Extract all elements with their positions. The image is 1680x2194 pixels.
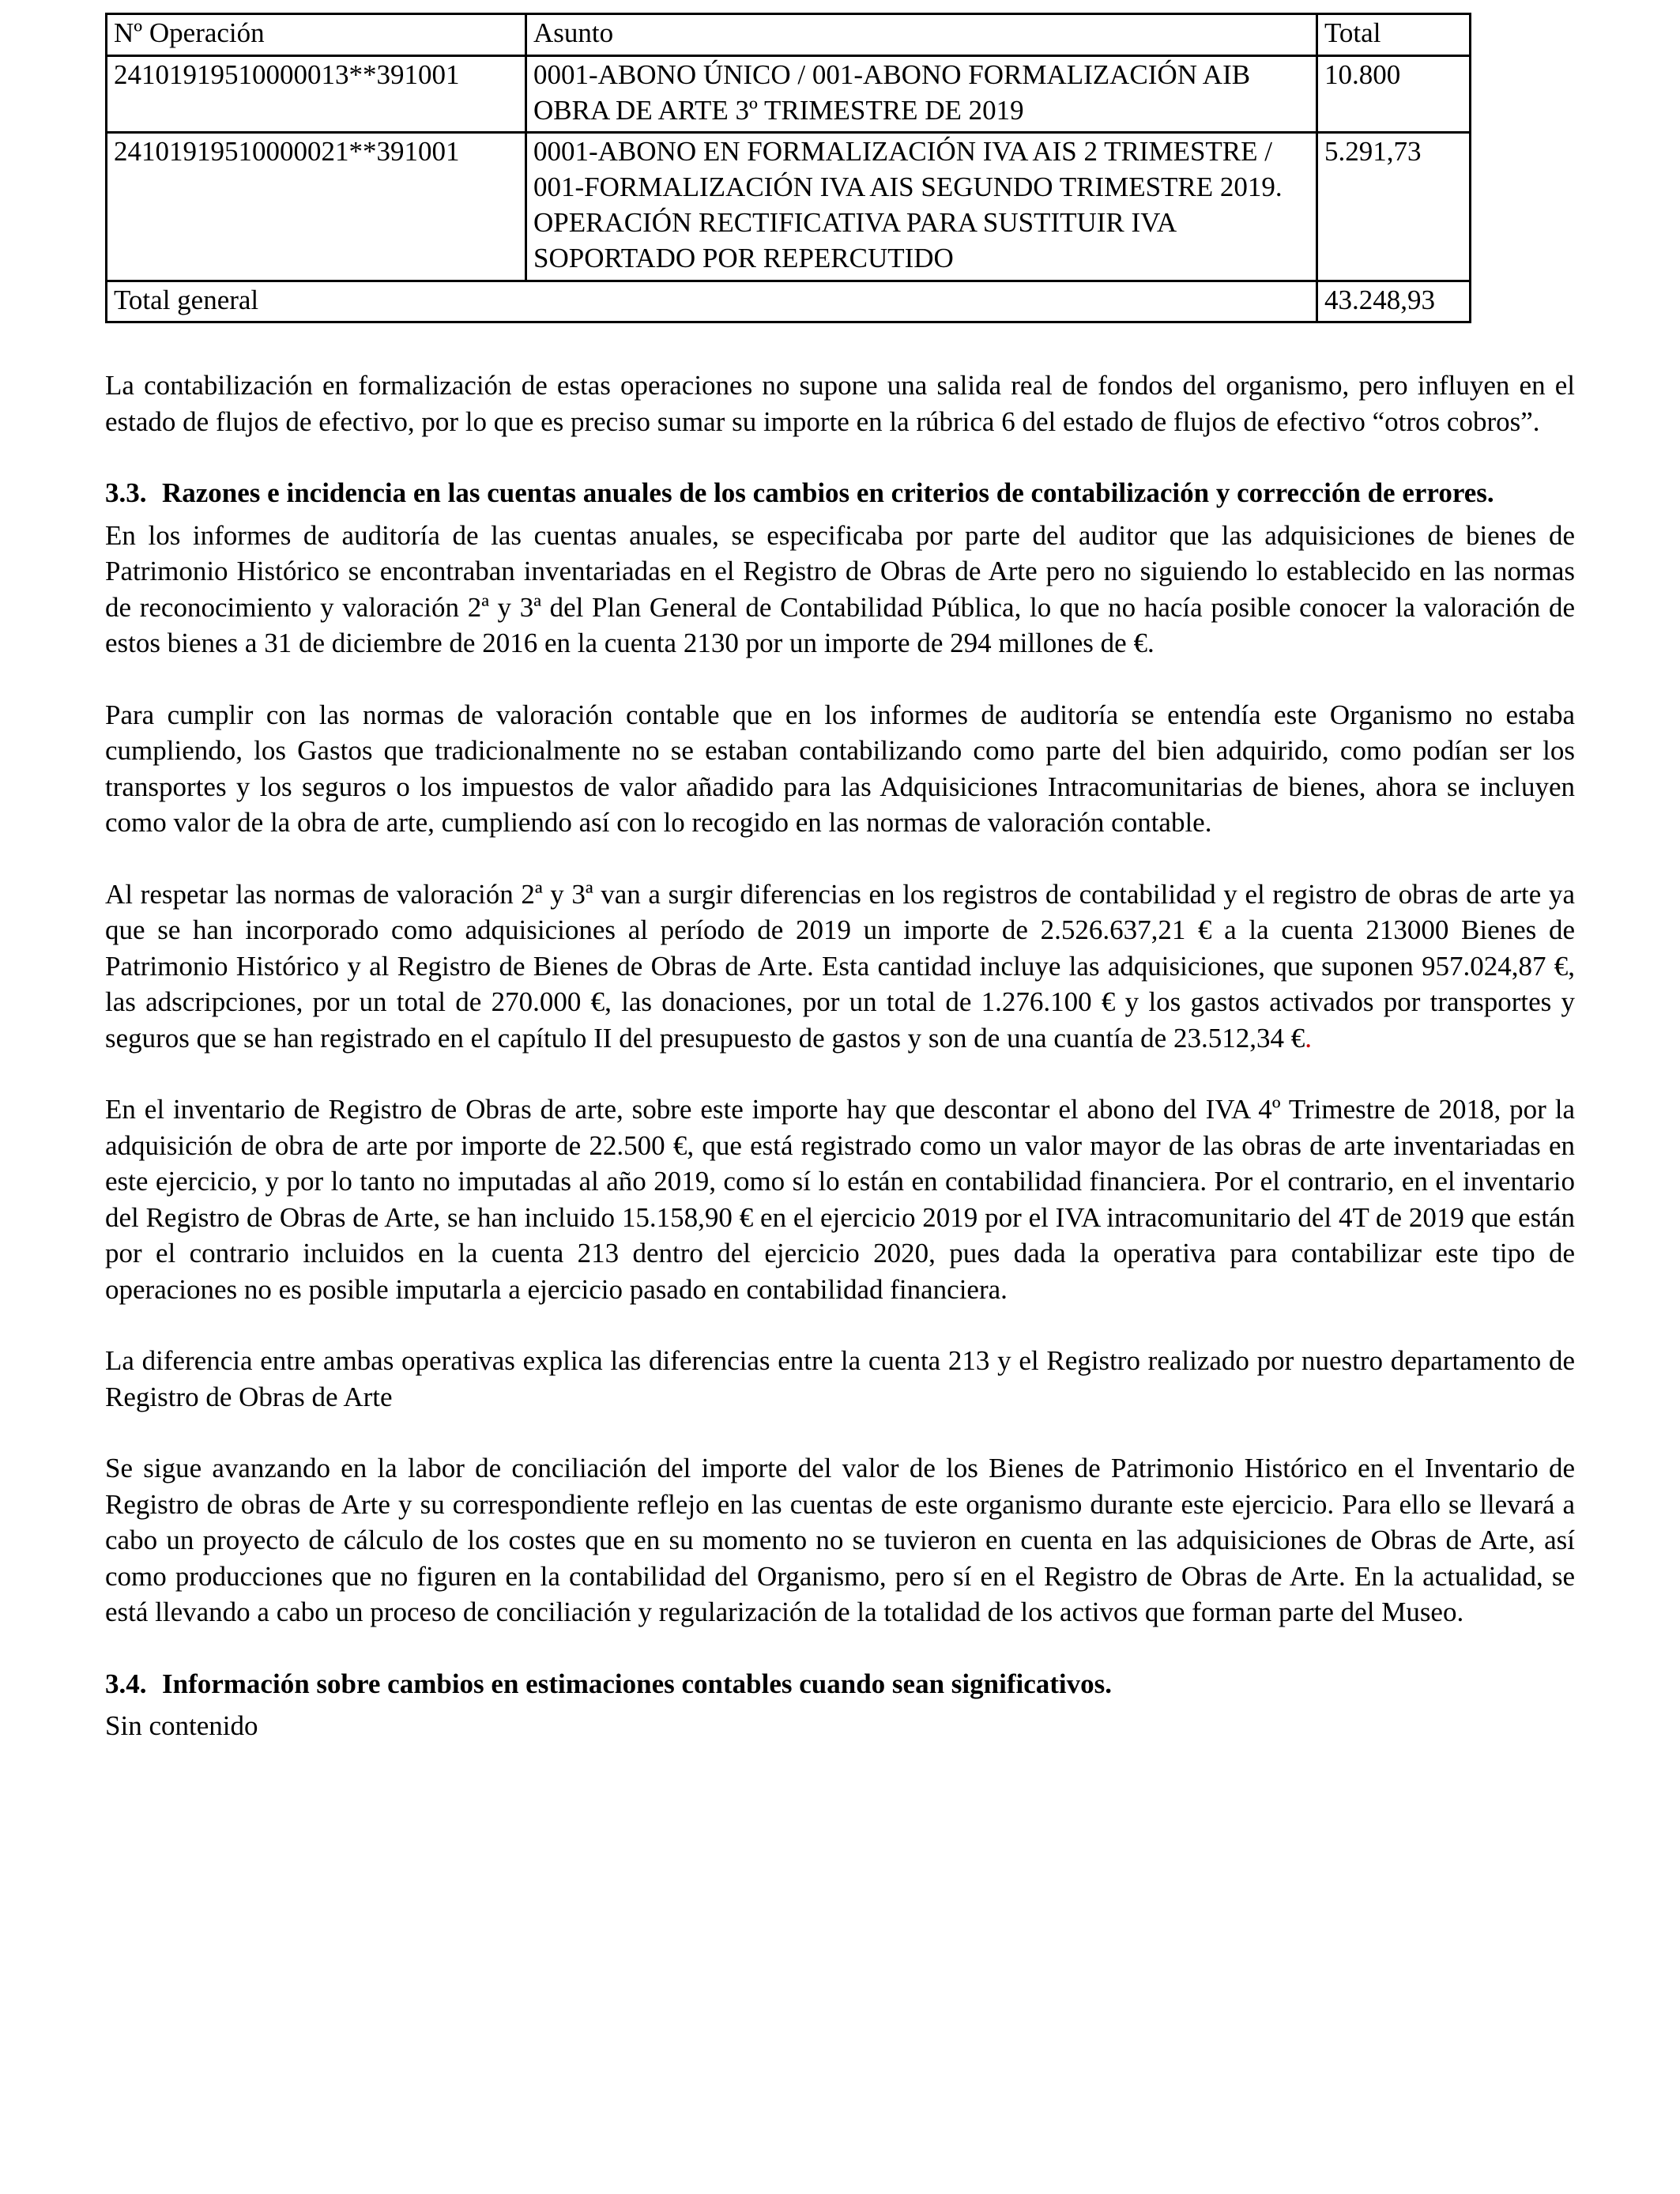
asunto-cell: 0001-ABONO EN FORMALIZACIÓN IVA AIS 2 TRIMESTRE / 001-FORMALIZACIÓN IVA AIS SEGUNDO TRIMESTRE 2019. OPERACIÓN RECTIFICATIVA PARA SUSTITUIR IVA SOPORTADO POR REPERCUTIDO: [526, 133, 1317, 281]
sin-contenido-text: Sin contenido: [105, 1710, 258, 1742]
table-footer-row: [107, 281, 1471, 322]
section-number: 3.3.: [105, 477, 147, 509]
section-title: Razones e incidencia en las cuentas anuales de los cambios en criterios de contabilización y corrección de errores.: [162, 477, 1494, 509]
header-cell-asunto: Asunto: [526, 14, 1317, 56]
paragraph-diferencia: La diferencia entre ambas operativas explica las diferencias entre la cuenta 213 y el Registro realizado por nuestro departamento de Registro de Obras de Arte: [105, 1345, 1575, 1412]
table-row: [107, 55, 1471, 133]
paragraph-cumplir: Para cumplir con las normas de valoración contable que en los informes de auditoría se entendía este Organismo no estaba cumpliendo, los Gastos que tradicionalmente no se estaban contabilizando como parte del bien adquirido, como podían ser los transportes y los seguros o los impuestos de valor añadido para las Adquisiciones Intracomunitarias de bienes, ahora se incluyen como valor de la obra de arte, cumpliendo así con lo recogido en las normas de valoración contable.: [105, 699, 1575, 839]
table-header-row: [107, 14, 1471, 56]
section-heading-3-4: [105, 1666, 1575, 1702]
asunto-cell: 0001-ABONO ÚNICO / 001-ABONO FORMALIZACIÓN AIB OBRA DE ARTE 3º TRIMESTRE DE 2019: [526, 55, 1317, 133]
red-period: .: [1305, 1022, 1312, 1054]
paragraph-conciliacion: Se sigue avanzando en la labor de conciliación del importe del valor de los Bienes de Patrimonio Histórico en el Inventario de Registro de obras de Arte y su correspondiente reflejo en las cuentas de este organismo durante este ejercicio. Para ello se llevará a cabo un proyecto de cálculo de los costes que en su momento no se tuvieron en cuenta en las adquisiciones de Obras de Arte, así como producciones que no figuren en la contabilidad del Organismo, pero sí en el Registro de Obras de Arte. En la actualidad, se está llevando a cabo un proceso de conciliación y regularización de la totalidad de los activos que forman parte del Museo.: [105, 1453, 1575, 1628]
intro-paragraph: La contabilización en formalización de estas operaciones no supone una salida real de fondos del organismo, pero influyen en el estado de flujos de efectivo, por lo que es preciso sumar su importe en la rúbrica 6 del estado de flujos de efectivo “otros cobros”.: [105, 370, 1575, 437]
operations-table: [105, 13, 1471, 323]
total-general-label-cell: Total general: [107, 281, 1317, 322]
total-cell: 10.800: [1317, 55, 1471, 133]
paragraph-respetar-text: Al respetar las normas de valoración 2ª y 3ª van a surgir diferencias en los registros de contabilidad y el registro de obras de arte ya que se han incorporado como adquisiciones al período de 2019 un importe de 2.526.637,21 € a la cuenta 213000 Bienes de Patrimonio Histórico y al Registro de Bienes de Obras de Arte. Esta cantidad incluye las adquisiciones, que suponen 957.024,87 €, las adscripciones, por un total de 270.000 €, las donaciones, por un total de 1.276.100 € y los gastos activados por transportes y seguros que se han registrado en el capítulo II del presupuesto de gastos y son de una cuantía de 23.512,34 €: [105, 878, 1575, 1054]
table-row: [107, 133, 1471, 281]
total-cell: 5.291,73: [1317, 133, 1471, 281]
header-cell-operacion: Nº Operación: [107, 14, 526, 56]
section-heading-3-3: [105, 475, 1575, 511]
section-title: Información sobre cambios en estimaciones contables cuando sean significativos.: [162, 1668, 1112, 1699]
paragraph-respetar: [105, 876, 1575, 1057]
operacion-cell: 24101919510000013**391001: [107, 55, 526, 133]
operacion-cell: 24101919510000021**391001: [107, 133, 526, 281]
section-number: 3.4.: [105, 1668, 147, 1699]
header-cell-total: Total: [1317, 14, 1471, 56]
paragraph-inventario: En el inventario de Registro de Obras de arte, sobre este importe hay que descontar el abono del IVA 4º Trimestre de 2018, por la adquisición de obra de arte por importe de 22.500 €, que está registrado como un valor mayor de las obras de arte inventariadas en este ejercicio, y por lo tanto no imputadas al año 2019, como sí lo están en contabilidad financiera. Por el contrario, en el inventario del Registro de Obras de Arte, se han incluido 15.158,90 € en el ejercicio 2019 por el IVA intracomunitario del 4T de 2019 que están por el contrario incluidos en la cuenta 213 dentro del ejercicio 2020, pues dada la operativa para contabilizar este tipo de operaciones no es posible imputarla a ejercicio pasado en contabilidad financiera.: [105, 1094, 1575, 1305]
total-general-value-cell: 43.248,93: [1317, 281, 1471, 322]
paragraph-auditoria: En los informes de auditoría de las cuentas anuales, se especificaba por parte del auditor que las adquisiciones de bienes de Patrimonio Histórico se encontraban inventariadas en el Registro de Obras de Arte pero no siguiendo lo establecido en las normas de reconocimiento y valoración 2ª y 3ª del Plan General de Contabilidad Pública, lo que no hacía posible conocer la valoración de estos bienes a 31 de diciembre de 2016 en la cuenta 2130 por un importe de 294 millones de €.: [105, 519, 1575, 659]
